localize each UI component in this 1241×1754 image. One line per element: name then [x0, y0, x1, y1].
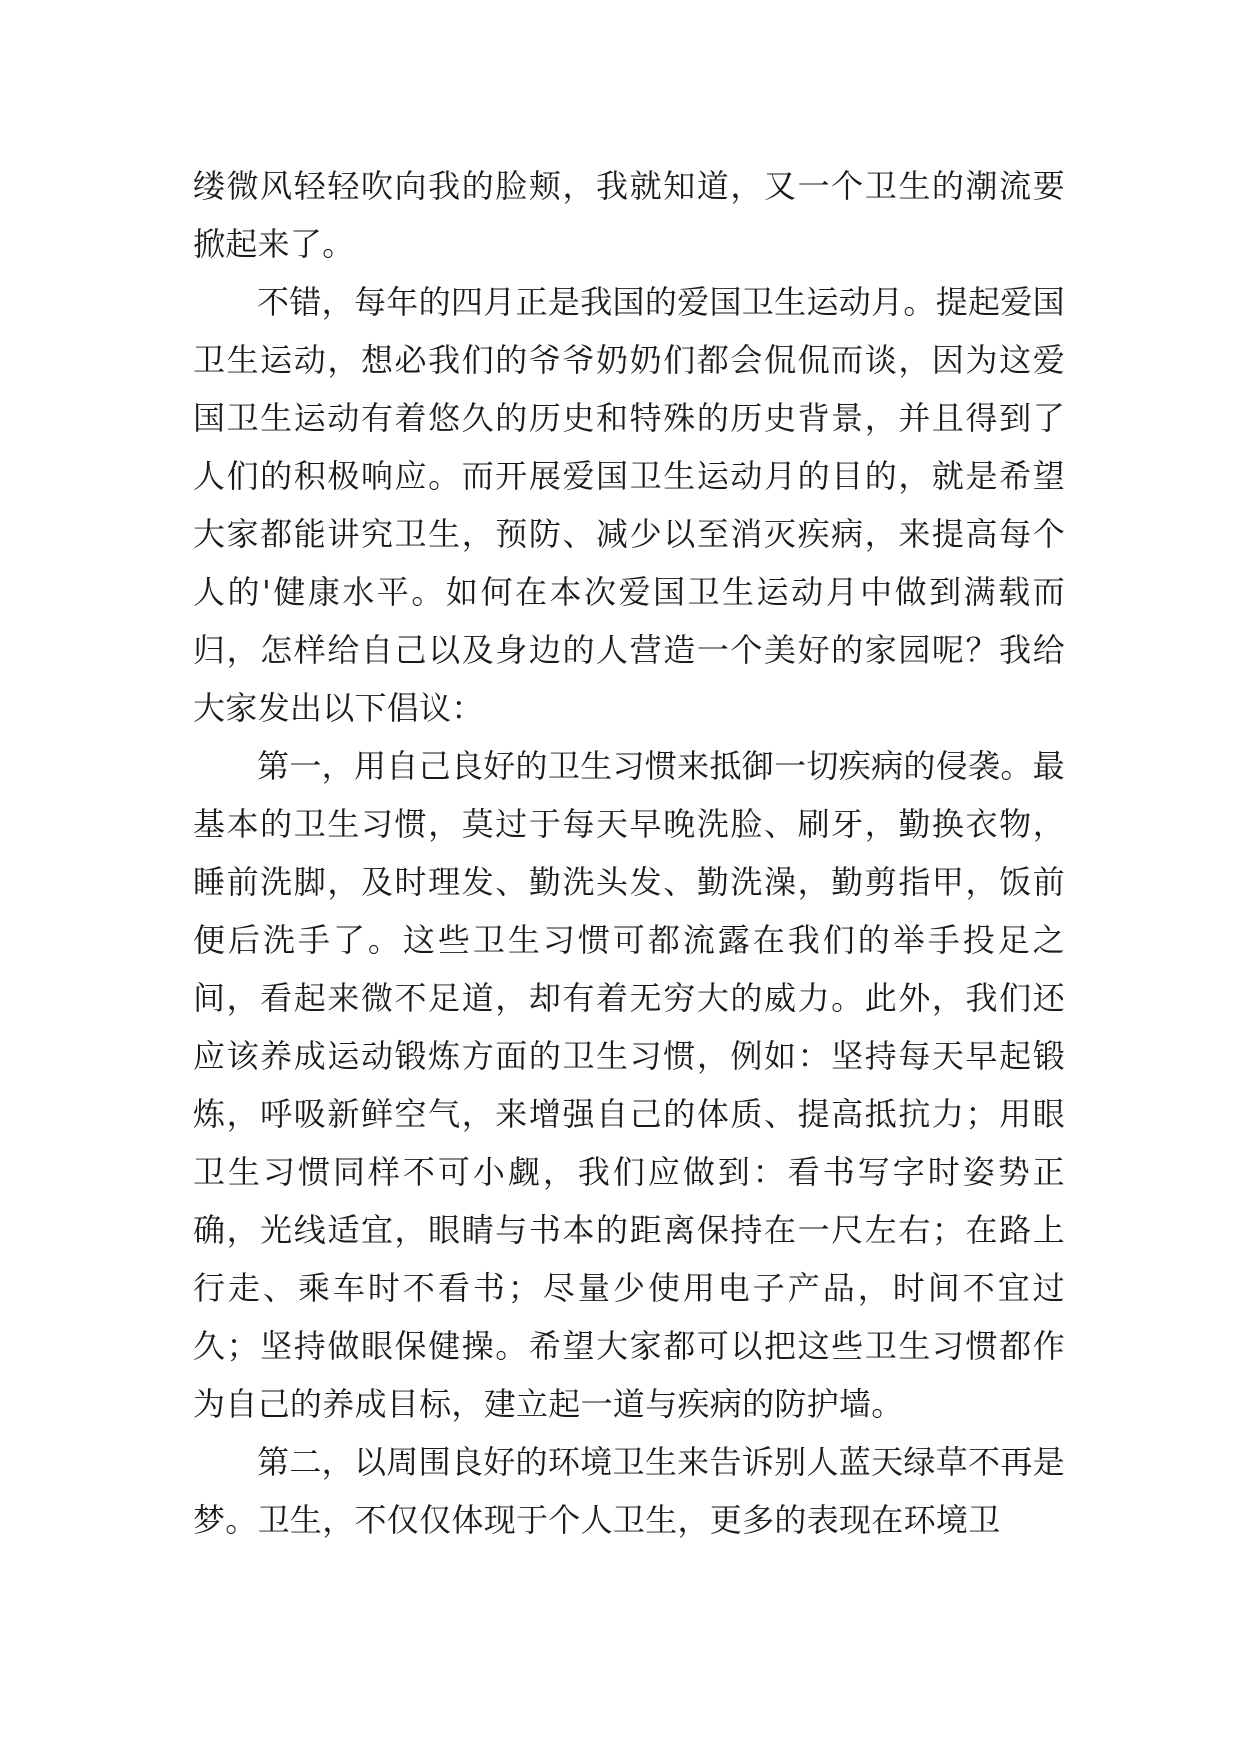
paragraph-3: 第一，用自己良好的卫生习惯来抵御一切疾病的侵袭。最基本的卫生习惯，莫过于每天早晚洗脸、刷牙，勤换衣物，睡前洗脚，及时理发、勤洗头发、勤洗澡，勤剪指甲，饭前便后洗手了。这些卫生习惯可都流露在我们的举手投足之间，看起来微不足道，却有着无穷大的威力。此外，我们还应该养成运动锻炼方面的卫生习惯，例如：坚持每天早起锻炼，呼吸新鲜空气，来增强自己的体质、提高抵抗力；用眼卫生习惯同样不可小觑，我们应做到：看书写字时姿势正确，光线适宜，眼睛与书本的距离保持在一尺左右；在路上行走、乘车时不看书；尽量少使用电子产品，时间不宜过久；坚持做眼保健操。希望大家都可以把这些卫生习惯都作为自己的养成目标，建立起一道与疾病的防护墙。 — [193, 747, 1065, 1423]
document-page — [193, 157, 1065, 1549]
paragraph-4: 第二，以周围良好的环境卫生来告诉别人蓝天绿草不再是梦。卫生，不仅仅体现于个人卫生，更多的表现在环境卫 — [193, 1443, 1065, 1539]
paragraph-1: 缕微风轻轻吹向我的脸颊，我就知道，又一个卫生的潮流要掀起来了。 — [193, 167, 1065, 263]
paragraph-2: 不错，每年的四月正是我国的爱国卫生运动月。提起爱国卫生运动，想必我们的爷爷奶奶们都会侃侃而谈，因为这爱国卫生运动有着悠久的历史和特殊的历史背景，并且得到了人们的积极响应。而开展爱国卫生运动月的目的，就是希望大家都能讲究卫生，预防、减少以至消灭疾病，来提高每个人的'健康水平。如何在本次爱国卫生运动月中做到满载而归，怎样给自己以及身边的人营造一个美好的家园呢？我给大家发出以下倡议： — [193, 283, 1065, 727]
